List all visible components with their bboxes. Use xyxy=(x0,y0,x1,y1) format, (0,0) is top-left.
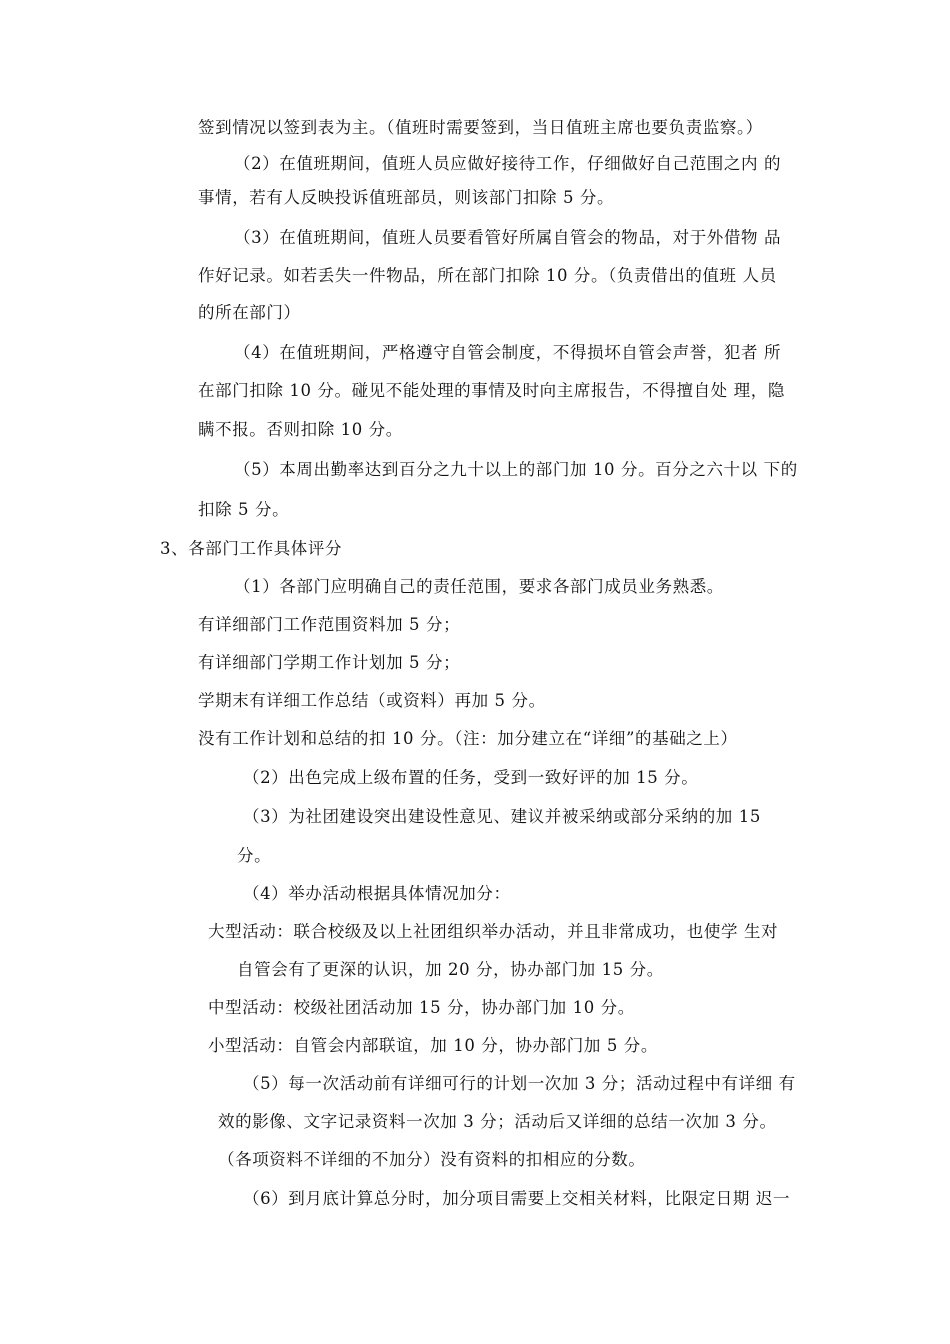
text-line: 作好记录。如若丢失一件物品，所在部门扣除 10 分。（负责借出的值班 人员 xyxy=(198,266,777,285)
text-line: （4）举办活动根据具体情况加分： xyxy=(243,884,511,903)
text-line: （5）本周出勤率达到百分之九十以上的部门加 10 分。百分之六十以 下的 xyxy=(234,460,798,479)
text-line: 瞒不报。否则扣除 10 分。 xyxy=(198,420,403,439)
text-line: 学期末有详细工作总结（或资料）再加 5 分。 xyxy=(198,691,546,710)
text-line: 事情，若有人反映投诉值班部员，则该部门扣除 5 分。 xyxy=(198,188,615,207)
text-line: （3）在值班期间，值班人员要看管好所属自管会的物品，对于外借物 品 xyxy=(234,228,782,247)
text-line: 小型活动：自管会内部联谊，加 10 分，协办部门加 5 分。 xyxy=(208,1036,658,1055)
text-line: （4）在值班期间，严格遵守自管会制度，不得损坏自管会声誉，犯者 所 xyxy=(234,343,782,362)
text-line: 有详细部门工作范围资料加 5 分； xyxy=(198,615,461,634)
text-line: （5）每一次活动前有详细可行的计划一次加 3 分；活动过程中有详细 有 xyxy=(243,1074,796,1093)
text-line: 效的影像、文字记录资料一次加 3 分；活动后又详细的总结一次加 3 分。 xyxy=(218,1112,777,1131)
section-heading: 3、各部门工作具体评分 xyxy=(160,539,343,558)
text-line: 分。 xyxy=(237,846,272,865)
text-line: 签到情况以签到表为主。（值班时需要签到，当日值班主席也要负责监察。） xyxy=(198,118,763,137)
text-line: （3）为社团建设突出建设性意见、建议并被采纳或部分采纳的加 15 xyxy=(243,807,761,826)
text-line: （1）各部门应明确自己的责任范围，要求各部门成员业务熟悉。 xyxy=(234,577,724,596)
text-line: （2）出色完成上级布置的任务，受到一致好评的加 15 分。 xyxy=(243,768,699,787)
text-line: 扣除 5 分。 xyxy=(198,500,290,519)
text-line: 中型活动：校级社团活动加 15 分，协办部门加 10 分。 xyxy=(208,998,635,1017)
text-line: 自管会有了更深的认识，加 20 分，协办部门加 15 分。 xyxy=(237,960,664,979)
text-line: 大型活动：联合校级及以上社团组织举办活动，并且非常成功，也使学 生对 xyxy=(208,922,779,941)
text-line: （各项资料不详细的不加分）没有资料的扣相应的分数。 xyxy=(218,1150,646,1169)
text-line: （6）到月底计算总分时，加分项目需要上交相关材料，比限定日期 迟一 xyxy=(243,1189,791,1208)
text-line: （2）在值班期间，值班人员应做好接待工作，仔细做好自己范围之内 的 xyxy=(234,154,782,173)
text-line: 在部门扣除 10 分。碰见不能处理的事情及时向主席报告，不得擅自处 理，隐 xyxy=(198,381,785,400)
text-line: 有详细部门学期工作计划加 5 分； xyxy=(198,653,461,672)
text-line: 没有工作计划和总结的扣 10 分。（注：加分建立在“详细”的基础之上） xyxy=(198,729,738,748)
text-line: 的所在部门） xyxy=(198,303,301,322)
